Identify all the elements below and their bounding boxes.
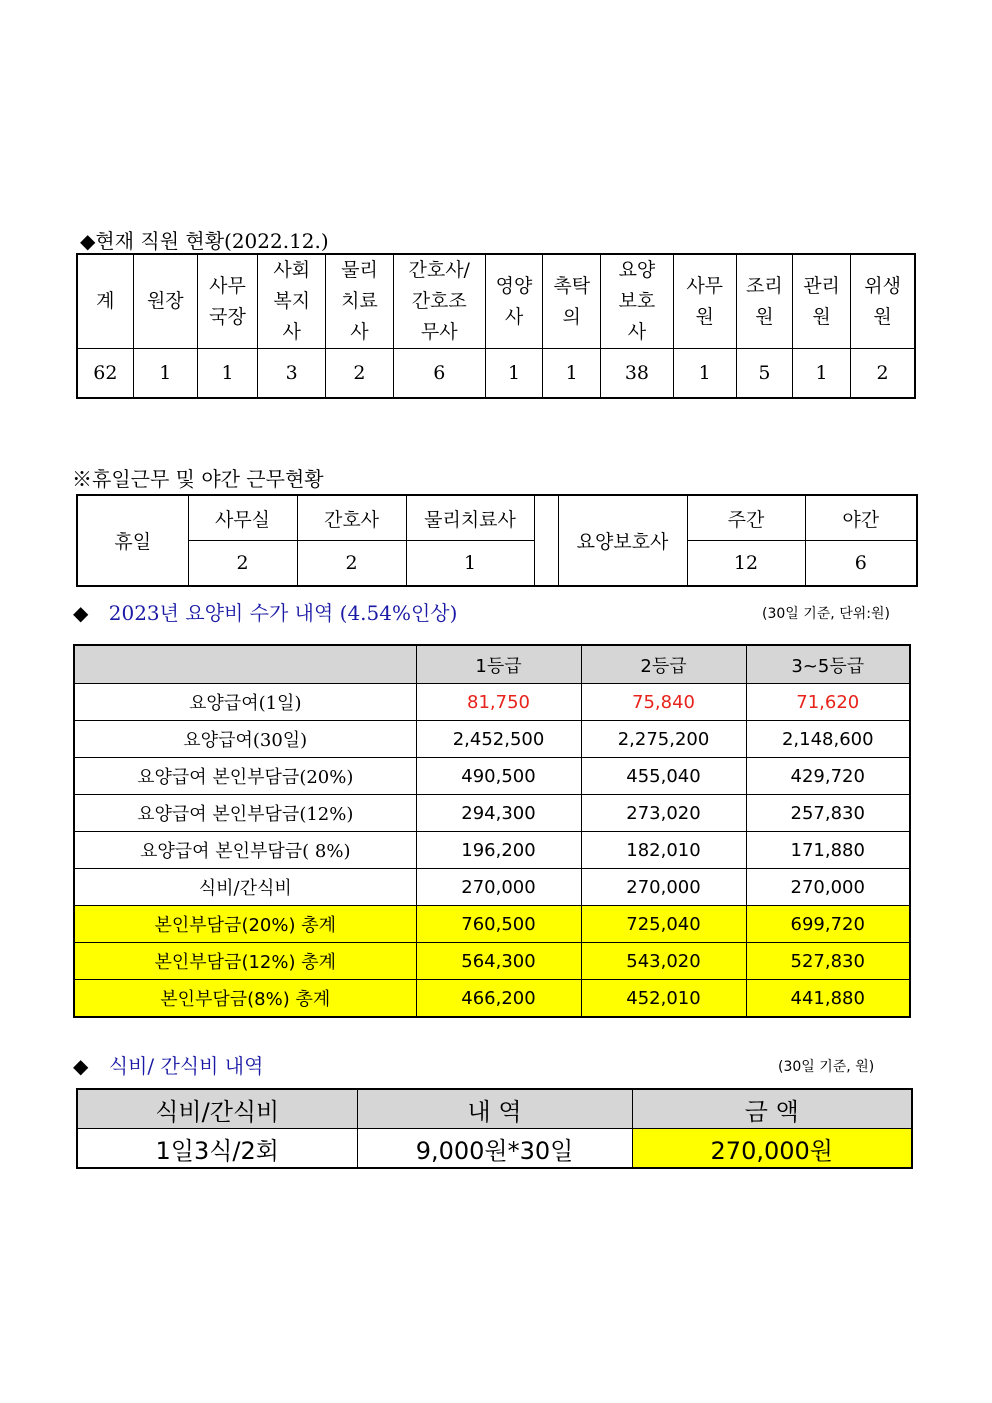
fee-value-cell: 294,300 [416, 795, 581, 832]
fee-value-cell: 270,000 [581, 869, 746, 906]
fee-value-cell: 257,830 [746, 795, 910, 832]
fee-value-cell: 543,020 [581, 943, 746, 980]
fee-value-cell: 182,010 [581, 832, 746, 869]
staff-status-title: ◆현재 직원 현황(2022.12.) [80, 229, 329, 253]
fee-row-label: 식비/간식비 [74, 869, 416, 906]
staff-header-cell: 원장 [133, 254, 197, 349]
fee-row-label: 요양급여(30일) [74, 721, 416, 758]
holiday-label: 휴일 [77, 495, 188, 586]
fee-value-cell: 455,040 [581, 758, 746, 795]
staff-header-cell: 조리 원 [736, 254, 792, 349]
fee-value-cell: 564,300 [416, 943, 581, 980]
staff-count-cell: 1 [133, 349, 197, 399]
meal-note: (30일 기준, 원) [778, 1059, 875, 1075]
staff-header-cell: 위생 원 [851, 254, 915, 349]
staff-header-cell: 물리 치료 사 [326, 254, 393, 349]
fee-row-label: 요양급여(1일) [74, 684, 416, 721]
staff-header-cell: 영양 사 [485, 254, 542, 349]
fee-value-cell: 725,040 [581, 906, 746, 943]
fee-title-text: 2023년 요양비 수가 내역 (4.54%인상) [108, 601, 458, 625]
staff-count-cell: 6 [393, 349, 485, 399]
staff-header-cell: 사무 국장 [197, 254, 257, 349]
fee-row [74, 832, 910, 869]
fee-note: (30일 기준, 단위:원) [762, 606, 890, 622]
staff-count-cell: 2 [326, 349, 393, 399]
staff-count-cell: 5 [736, 349, 792, 399]
fee-header-cell: 3~5등급 [746, 645, 910, 684]
fee-row-label: 본인부담금(8%) 총계 [74, 980, 416, 1018]
staff-count-cell: 1 [197, 349, 257, 399]
fee-value-cell: 270,000 [746, 869, 910, 906]
night-shift-value: 6 [805, 541, 917, 587]
meal-header-amount: 금 액 [632, 1089, 912, 1129]
nurse-col: 간호사 [297, 495, 406, 541]
fee-value-cell: 699,720 [746, 906, 910, 943]
fee-title [73, 597, 457, 626]
fee-header-cell: 2등급 [581, 645, 746, 684]
fee-value-cell: 171,880 [746, 832, 910, 869]
fee-row [74, 906, 910, 943]
meal-amount: 270,000원 [632, 1129, 912, 1169]
staff-header-cell: 사무 원 [673, 254, 736, 349]
caregiver-label: 요양보호사 [558, 495, 687, 586]
nurse-value: 2 [297, 541, 406, 587]
staff-count-cell: 2 [851, 349, 915, 399]
meal-title-text: 식비/ 간식비 내역 [108, 1054, 264, 1078]
fee-row [74, 684, 910, 721]
fee-value-cell: 71,620 [746, 684, 910, 721]
fee-value-cell: 81,750 [416, 684, 581, 721]
holiday-night-title: ※휴일근무 및 야간 근무현황 [72, 467, 324, 491]
fee-row-label: 본인부담금(12%) 총계 [74, 943, 416, 980]
staff-header-cell: 요양 보호 사 [601, 254, 673, 349]
staff-header-cell: 촉탁 의 [543, 254, 601, 349]
night-shift-col: 야간 [805, 495, 917, 541]
fee-row-label: 본인부담금(20%) 총계 [74, 906, 416, 943]
fee-value-cell: 760,500 [416, 906, 581, 943]
fee-row [74, 943, 910, 980]
physio-value: 1 [406, 541, 534, 587]
holiday-night-table [76, 494, 918, 587]
fee-value-cell: 2,452,500 [416, 721, 581, 758]
fee-value-cell: 196,200 [416, 832, 581, 869]
meal-detail: 9,000원*30일 [357, 1129, 632, 1169]
staff-count-row [77, 349, 915, 399]
fee-row-label: 요양급여 본인부담금( 8%) [74, 832, 416, 869]
staff-status-table [76, 253, 916, 399]
fee-value-cell: 2,275,200 [581, 721, 746, 758]
meal-title [73, 1050, 263, 1079]
fee-header-cell [74, 645, 416, 684]
fee-value-cell: 273,020 [581, 795, 746, 832]
fee-row [74, 795, 910, 832]
staff-header-row [77, 254, 915, 349]
fee-row-label: 요양급여 본인부담금(12%) [74, 795, 416, 832]
fee-row [74, 721, 910, 758]
fee-value-cell: 466,200 [416, 980, 581, 1018]
fee-value-cell: 75,840 [581, 684, 746, 721]
physio-col: 물리치료사 [406, 495, 534, 541]
meal-header-detail: 내 역 [357, 1089, 632, 1129]
staff-count-cell: 62 [77, 349, 133, 399]
staff-count-cell: 1 [485, 349, 542, 399]
fee-row [74, 980, 910, 1018]
staff-header-cell: 계 [77, 254, 133, 349]
staff-header-cell: 간호사/ 간호조 무사 [393, 254, 485, 349]
meal-type: 1일3식/2회 [77, 1129, 357, 1169]
spacer-cell [534, 495, 558, 586]
fee-value-cell: 490,500 [416, 758, 581, 795]
fee-row [74, 758, 910, 795]
day-shift-col: 주간 [687, 495, 805, 541]
fee-row-label: 요양급여 본인부담금(20%) [74, 758, 416, 795]
staff-count-cell: 3 [258, 349, 326, 399]
meal-header-type: 식비/간식비 [77, 1089, 357, 1129]
diamond-icon: ◆ [73, 1054, 89, 1078]
staff-count-cell: 1 [673, 349, 736, 399]
fee-value-cell: 270,000 [416, 869, 581, 906]
fee-value-cell: 441,880 [746, 980, 910, 1018]
fee-value-cell: 429,720 [746, 758, 910, 795]
staff-count-cell: 38 [601, 349, 673, 399]
staff-header-cell: 관리 원 [792, 254, 850, 349]
fee-value-cell: 2,148,600 [746, 721, 910, 758]
fee-header-cell: 1등급 [416, 645, 581, 684]
fee-row [74, 869, 910, 906]
day-shift-value: 12 [687, 541, 805, 587]
diamond-icon: ◆ [73, 601, 89, 625]
staff-count-cell: 1 [792, 349, 850, 399]
fee-value-cell: 452,010 [581, 980, 746, 1018]
fee-header-row [74, 645, 910, 684]
fee-value-cell: 527,830 [746, 943, 910, 980]
fee-table [73, 644, 911, 1018]
office-col: 사무실 [188, 495, 297, 541]
meal-table [76, 1088, 913, 1169]
staff-count-cell: 1 [543, 349, 601, 399]
staff-header-cell: 사회 복지 사 [258, 254, 326, 349]
office-value: 2 [188, 541, 297, 587]
